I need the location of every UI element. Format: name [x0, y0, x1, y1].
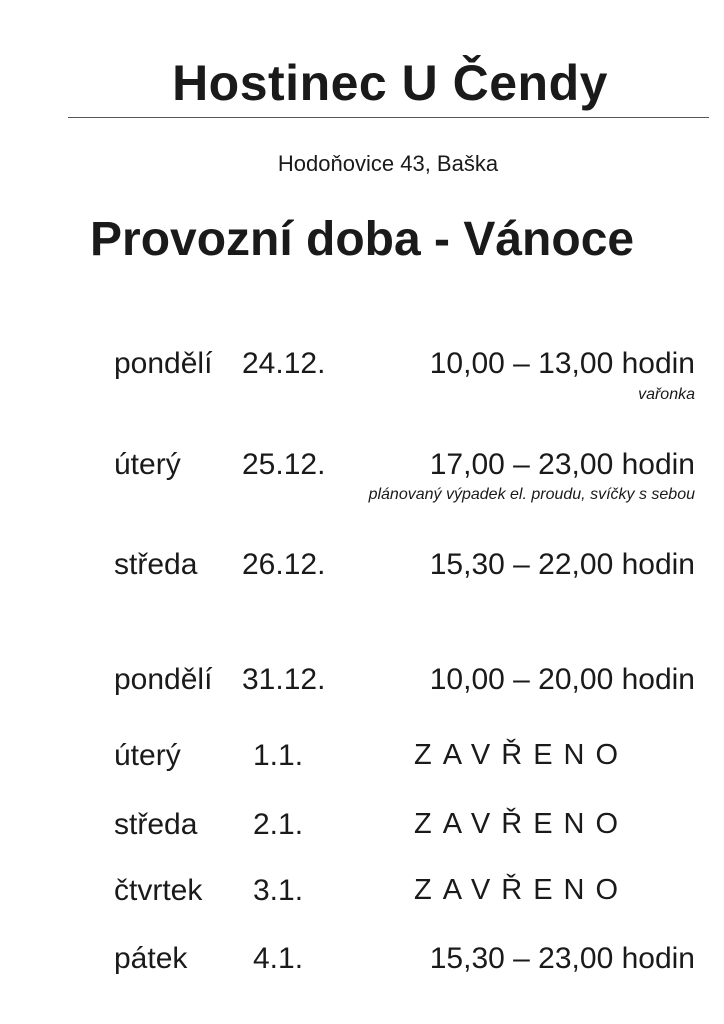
title-divider — [68, 117, 709, 118]
schedule-row — [0, 876, 724, 926]
schedule-note: plánovaný výpadek el. proudu, svíčky s sebou — [368, 486, 695, 503]
schedule-hours: 17,00 – 23,00 hodin — [429, 448, 695, 481]
schedule-day: pondělí — [114, 347, 213, 380]
schedule-date: 25.12. — [242, 448, 326, 481]
schedule-date: 26.12. — [242, 548, 326, 581]
schedule-date: 24.12. — [242, 347, 326, 380]
schedule-day: úterý — [114, 448, 181, 481]
schedule-day: středa — [114, 808, 198, 841]
schedule-note: vařonka — [638, 386, 695, 403]
closed-label: ZAVŘENO — [414, 808, 630, 840]
schedule-day: úterý — [114, 739, 181, 772]
schedule-row — [0, 944, 724, 994]
page-title: Hostinec U Čendy — [172, 55, 608, 111]
section-heading: Provozní doba - Vánoce — [90, 213, 635, 266]
schedule-row — [0, 810, 724, 860]
schedule-date: 31.12. — [242, 663, 326, 696]
schedule-hours: 15,30 – 22,00 hodin — [429, 548, 695, 581]
schedule-row — [0, 550, 724, 600]
schedule-date: 1.1. — [253, 739, 304, 772]
closed-label: ZAVŘENO — [414, 739, 630, 771]
schedule-day: čtvrtek — [114, 874, 203, 907]
schedule-date: 4.1. — [253, 942, 304, 975]
schedule-date: 3.1. — [253, 874, 304, 907]
schedule-hours: 15,30 – 23,00 hodin — [429, 942, 695, 975]
schedule-date: 2.1. — [253, 808, 304, 841]
schedule-hours: 10,00 – 13,00 hodin — [429, 347, 695, 380]
schedule-row — [0, 448, 724, 503]
schedule-row — [0, 347, 724, 403]
schedule-day: pátek — [114, 942, 188, 975]
address: Hodoňovice 43, Baška — [277, 151, 499, 176]
schedule-day: středa — [114, 548, 198, 581]
schedule-day: pondělí — [114, 663, 213, 696]
schedule-row — [0, 741, 724, 791]
schedule-hours: 10,00 – 20,00 hodin — [429, 663, 695, 696]
schedule-row — [0, 665, 724, 715]
closed-label: ZAVŘENO — [414, 874, 630, 906]
